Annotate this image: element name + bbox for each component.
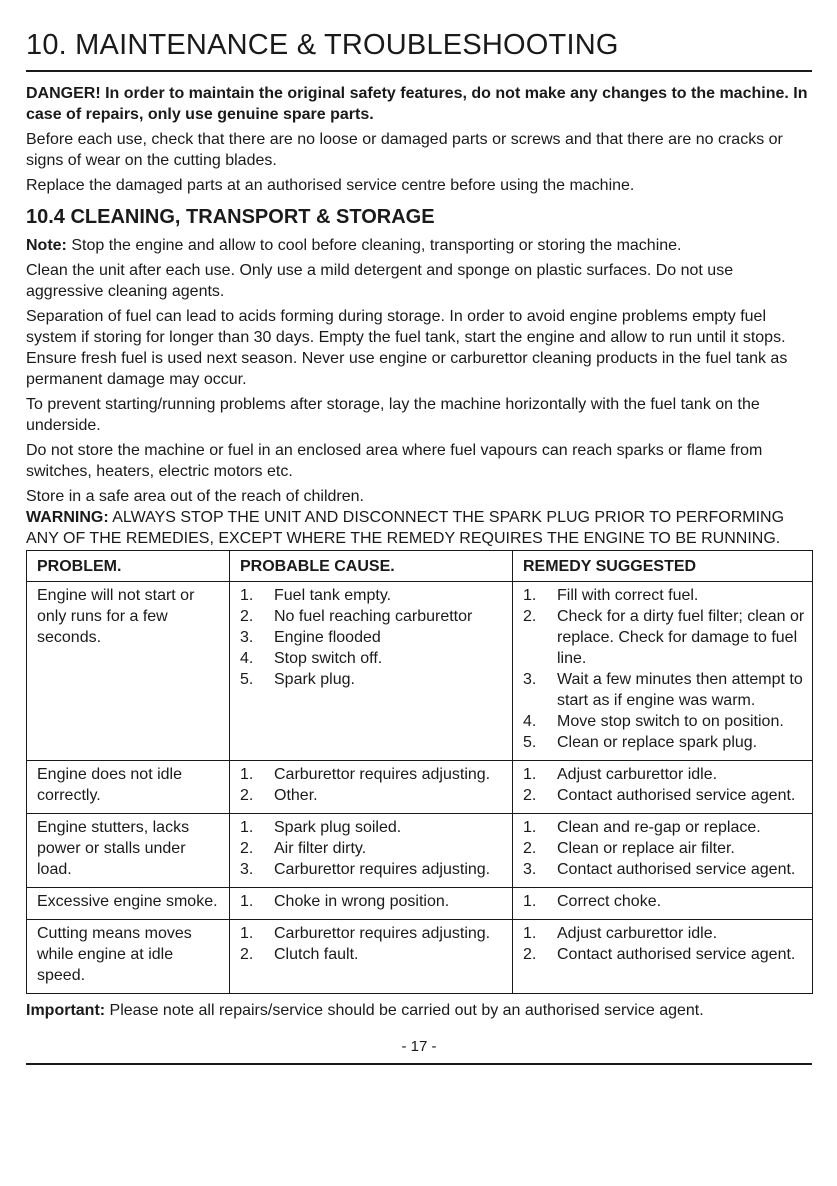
cause-item-text: No fuel reaching carburettor: [274, 608, 473, 625]
cause-item-number: 2.: [240, 946, 254, 963]
cause-item-number: 1.: [240, 925, 254, 942]
table-row: [27, 888, 813, 920]
remedy-item-text: Adjust carburettor idle.: [557, 925, 718, 942]
cause-item-text: Engine flooded: [274, 629, 381, 646]
cause-item-number: 5.: [240, 671, 254, 688]
cause-item: [240, 585, 506, 606]
remedy-item: [523, 785, 806, 806]
cause-item: [240, 648, 506, 669]
cause-item: [240, 785, 506, 806]
manual-page: [26, 0, 812, 1065]
remedy-cell: [513, 814, 813, 888]
note-label: Note:: [26, 237, 67, 254]
page-number: - 17 -: [401, 1038, 437, 1055]
remedy-cell: [513, 761, 813, 814]
cause-item-text: Other.: [274, 787, 318, 804]
cause-list: [240, 923, 506, 965]
table-row: [27, 814, 813, 888]
table-row: [27, 582, 813, 761]
cause-item-number: 2.: [240, 787, 254, 804]
table-row: [27, 761, 813, 814]
cause-item-text: Carburettor requires adjusting.: [274, 766, 491, 783]
remedy-item-number: 4.: [523, 713, 537, 730]
remedy-item: [523, 838, 806, 859]
remedy-item-number: 2.: [523, 840, 537, 857]
table-header-row: [27, 551, 813, 582]
remedy-list: [523, 891, 806, 912]
cause-item: [240, 923, 506, 944]
remedy-cell: [513, 888, 813, 920]
remedy-item-number: 1.: [523, 587, 537, 604]
cause-item-number: 1.: [240, 893, 254, 910]
danger-notice: DANGER! In order to maintain the original safety features, do not make any changes to the machine. In case of repairs, only use genuine spare parts.: [26, 85, 808, 123]
cause-item: [240, 817, 506, 838]
cause-item-number: 2.: [240, 840, 254, 857]
remedy-item: [523, 817, 806, 838]
cause-item-text: Stop switch off.: [274, 650, 383, 667]
table-row: [27, 920, 813, 994]
cause-item: [240, 891, 506, 912]
cause-item-text: Spark plug.: [274, 671, 355, 688]
important-label: Important:: [26, 1002, 106, 1019]
header-problem: PROBLEM.: [27, 551, 230, 582]
cause-item: [240, 859, 506, 880]
remedy-item-number: 2.: [523, 946, 537, 963]
warning-paragraph: [26, 507, 812, 549]
cause-item-text: Clutch fault.: [274, 946, 359, 963]
cause-list: [240, 817, 506, 880]
cause-item-text: Fuel tank empty.: [274, 587, 392, 604]
remedy-item: [523, 923, 806, 944]
remedy-item-text: Correct choke.: [557, 893, 662, 910]
problem-cell: Engine does not idle correctly.: [27, 761, 230, 814]
warning-text: ALWAYS STOP THE UNIT AND DISCONNECT THE SPARK PLUG PRIOR TO PERFORMING ANY OF THE REMEDIES, EXCEPT WHERE THE REMEDY REQUIRES THE ENGINE TO BE RUNNING.: [26, 509, 785, 547]
remedy-item-text: Fill with correct fuel.: [557, 587, 699, 604]
cause-item-text: Carburettor requires adjusting.: [274, 925, 491, 942]
remedy-item-text: Contact authorised service agent.: [557, 861, 796, 878]
cause-item: [240, 606, 506, 627]
cause-item: [240, 764, 506, 785]
cause-item: [240, 669, 506, 690]
paragraph-safe: Store in a safe area out of the reach of children.: [26, 488, 364, 505]
cause-item-number: 1.: [240, 766, 254, 783]
problem-cell: Engine stutters, lacks power or stalls under load.: [27, 814, 230, 888]
paragraph-clean: Clean the unit after each use. Only use a mild detergent and sponge on plastic surfaces. Do not use aggressive cleaning agents.: [26, 262, 734, 300]
paragraph-check: Before each use, check that there are no loose or damaged parts or screws and that there are no cracks or signs of wear on the cutting blades.: [26, 131, 783, 169]
cause-item-text: Choke in wrong position.: [274, 893, 450, 910]
cause-item: [240, 838, 506, 859]
remedy-item-number: 1.: [523, 893, 537, 910]
cause-item: [240, 627, 506, 648]
cause-list: [240, 585, 506, 690]
bottom-rule: [26, 1063, 812, 1065]
cause-item-number: 1.: [240, 819, 254, 836]
cause-item-number: 3.: [240, 861, 254, 878]
important-text: Please note all repairs/service should be carried out by an authorised service agent.: [105, 1002, 704, 1019]
remedy-item-number: 3.: [523, 861, 537, 878]
remedy-list: [523, 817, 806, 880]
remedy-item: [523, 891, 806, 912]
important-paragraph: [26, 1000, 812, 1021]
problem-cell: Excessive engine smoke.: [27, 888, 230, 920]
remedy-item: [523, 711, 806, 732]
cause-cell: [230, 888, 513, 920]
remedy-item-number: 1.: [523, 819, 537, 836]
cause-item-text: Carburettor requires adjusting.: [274, 861, 491, 878]
problem-cell: Engine will not start or only runs for a few seconds.: [27, 582, 230, 761]
remedy-list: [523, 923, 806, 965]
page-title: 10. MAINTENANCE & TROUBLESHOOTING: [26, 29, 619, 61]
title-rule: [26, 70, 812, 72]
remedy-item-text: Clean and re-gap or replace.: [557, 819, 761, 836]
remedy-item-text: Contact authorised service agent.: [557, 946, 796, 963]
remedy-item: [523, 585, 806, 606]
cause-item-number: 4.: [240, 650, 254, 667]
remedy-item-text: Check for a dirty fuel filter; clean or replace. Check for damage to fuel line.: [557, 608, 805, 667]
remedy-item-text: Contact authorised service agent.: [557, 787, 796, 804]
remedy-item-number: 3.: [523, 671, 537, 688]
cause-item: [240, 944, 506, 965]
note-paragraph: [26, 235, 812, 256]
cause-cell: [230, 814, 513, 888]
paragraph-enclosed: Do not store the machine or fuel in an enclosed area where fuel vapours can reach sparks or flame from switches, heaters, electric motors etc.: [26, 442, 763, 480]
paragraph-prevent: To prevent starting/running problems after storage, lay the machine horizontally with the fuel tank on the underside.: [26, 396, 760, 434]
remedy-item-number: 2.: [523, 787, 537, 804]
cause-list: [240, 764, 506, 806]
remedy-item: [523, 606, 806, 669]
remedy-item-number: 1.: [523, 925, 537, 942]
cause-item-number: 2.: [240, 608, 254, 625]
remedy-item-text: Move stop switch to on position.: [557, 713, 784, 730]
cause-item-text: Spark plug soiled.: [274, 819, 402, 836]
remedy-cell: [513, 582, 813, 761]
remedy-list: [523, 764, 806, 806]
header-remedy: REMEDY SUGGESTED: [513, 551, 813, 582]
remedy-item-number: 1.: [523, 766, 537, 783]
section-heading: 10.4 CLEANING, TRANSPORT & STORAGE: [26, 206, 435, 228]
cause-cell: [230, 582, 513, 761]
paragraph-replace: Replace the damaged parts at an authorised service centre before using the machine.: [26, 177, 635, 194]
note-text: Stop the engine and allow to cool before cleaning, transporting or storing the machine.: [66, 237, 682, 254]
warning-label: WARNING:: [26, 509, 109, 526]
remedy-item: [523, 669, 806, 711]
cause-item-text: Air filter dirty.: [274, 840, 367, 857]
remedy-item-text: Clean or replace spark plug.: [557, 734, 758, 751]
cause-cell: [230, 761, 513, 814]
header-cause: PROBABLE CAUSE.: [230, 551, 513, 582]
cause-cell: [230, 920, 513, 994]
remedy-item: [523, 944, 806, 965]
cause-list: [240, 891, 506, 912]
remedy-list: [523, 585, 806, 753]
remedy-item-number: 2.: [523, 608, 537, 625]
remedy-item: [523, 732, 806, 753]
problem-cell: Cutting means moves while engine at idle speed.: [27, 920, 230, 994]
remedy-cell: [513, 920, 813, 994]
remedy-item-text: Adjust carburettor idle.: [557, 766, 718, 783]
table-body: [27, 582, 813, 994]
paragraph-fuel: Separation of fuel can lead to acids forming during storage. In order to avoid engine problems empty fuel system if storing for longer than 30 days. Empty the fuel tank, start the engine and allow to run until it stops. Ensure fresh fuel is used next season. Never use engine or carburettor cleaning products in the fuel tank as permanent damage may occur.: [26, 308, 788, 388]
remedy-item: [523, 859, 806, 880]
troubleshooting-table: [26, 550, 813, 994]
remedy-item-text: Wait a few minutes then attempt to start as if engine was warm.: [557, 671, 803, 709]
remedy-item: [523, 764, 806, 785]
remedy-item-number: 5.: [523, 734, 537, 751]
remedy-item-text: Clean or replace air filter.: [557, 840, 735, 857]
cause-item-number: 1.: [240, 587, 254, 604]
cause-item-number: 3.: [240, 629, 254, 646]
